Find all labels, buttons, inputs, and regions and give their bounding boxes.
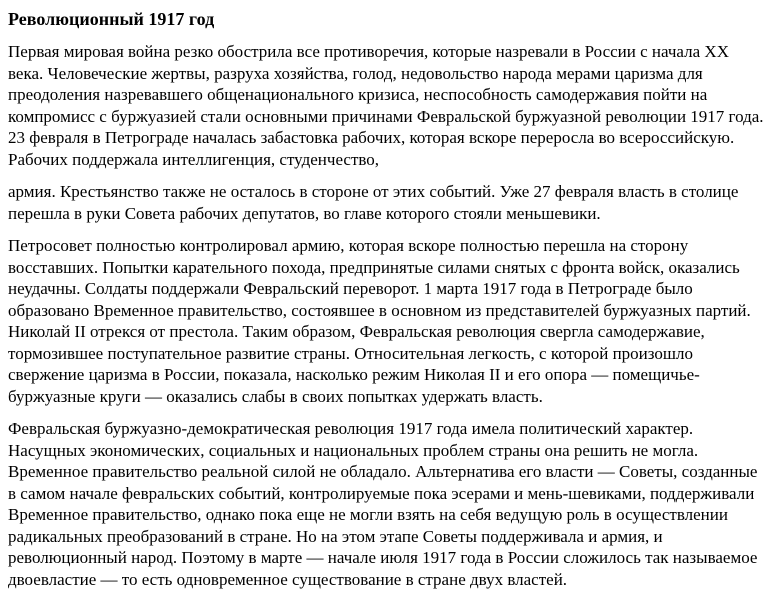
text-line: Временное правительство реальной силой не обладало. Альтернатива его власти — Советы, созданные: [8, 461, 773, 483]
paragraph: [8, 181, 773, 224]
text-line: армия. Крестьянство также не осталось в стороне от этих событий. Уже 27 февраля власть в столице: [8, 181, 773, 203]
text-line: буржуазные круги — оказались слабы в своих попытках удержать власть.: [8, 386, 773, 408]
text-line: преодоления назревавшего общенационального кризиса, неспособность самодержавия пойти на: [8, 84, 773, 106]
text-line: Насущных экономических, социальных и национальных проблем страны она решить не могла.: [8, 440, 773, 462]
text-line: в самом начале февральских событий, контролируемые пока эсерами и мень-шевиками, поддерживали: [8, 483, 773, 505]
text-line: образовано Временное правительство, состоявшее в основном из представителей буржуазных партий.: [8, 300, 773, 322]
text-line: перешла в руки Совета рабочих депутатов, во главе которого стояли меньшевики.: [8, 203, 773, 225]
text-line: Петросовет полностью контролировал армию, которая вскоре полностью перешла на сторону: [8, 235, 773, 257]
text-line: Февральская буржуазно-демократическая революция 1917 года имела политический характер.: [8, 418, 773, 440]
text-line: века. Человеческие жертвы, разруха хозяйства, голод, недовольство народа мерами царизма для: [8, 63, 773, 85]
text-line: Временное правительство, однако пока еще не могли взять на себя ведущую роль в осуществлении: [8, 504, 773, 526]
text-line: 23 февраля в Петрограде началась забастовка рабочих, которая вскоре переросла во всероссийскую.: [8, 127, 773, 149]
text-line: двоевластие — то есть одновременное существование в стране двух властей.: [8, 569, 773, 590]
text-line: Николай II отрекся от престола. Таким образом, Февральская революция свергла самодержавие,: [8, 321, 773, 343]
paragraph: [8, 418, 773, 590]
paragraph: [8, 235, 773, 407]
text-line: Рабочих поддержала интеллигенция, студенчество,: [8, 149, 773, 171]
text-line: радикальных преобразований в стране. Но на этом этапе Советы поддерживала и армия, и: [8, 526, 773, 548]
text-line: компромисс с буржуазией стали основными причинами Февральской буржуазной революции 1917 года.: [8, 106, 773, 128]
text-line: восставших. Попытки карательного похода, предпринятые силами снятых с фронта войск, оказались: [8, 257, 773, 279]
text-line: революционный народ. Поэтому в марте — начале июля 1917 года в России сложилось так называемое: [8, 547, 773, 569]
article-body: [8, 41, 773, 590]
text-line: свержение царизма в России, показала, насколько режим Николая II и его опора — помещичье-: [8, 364, 773, 386]
document-title: Революционный 1917 год: [8, 8, 773, 30]
text-line: неудачны. Солдаты поддержали Февральский переворот. 1 марта 1917 года в Петрограде было: [8, 278, 773, 300]
text-line: тормозившее поступательное развитие страны. Относительная легкость, с которой произошло: [8, 343, 773, 365]
text-line: Первая мировая война резко обострила все противоречия, которые назревали в России с начала XX: [8, 41, 773, 63]
paragraph: [8, 41, 773, 170]
